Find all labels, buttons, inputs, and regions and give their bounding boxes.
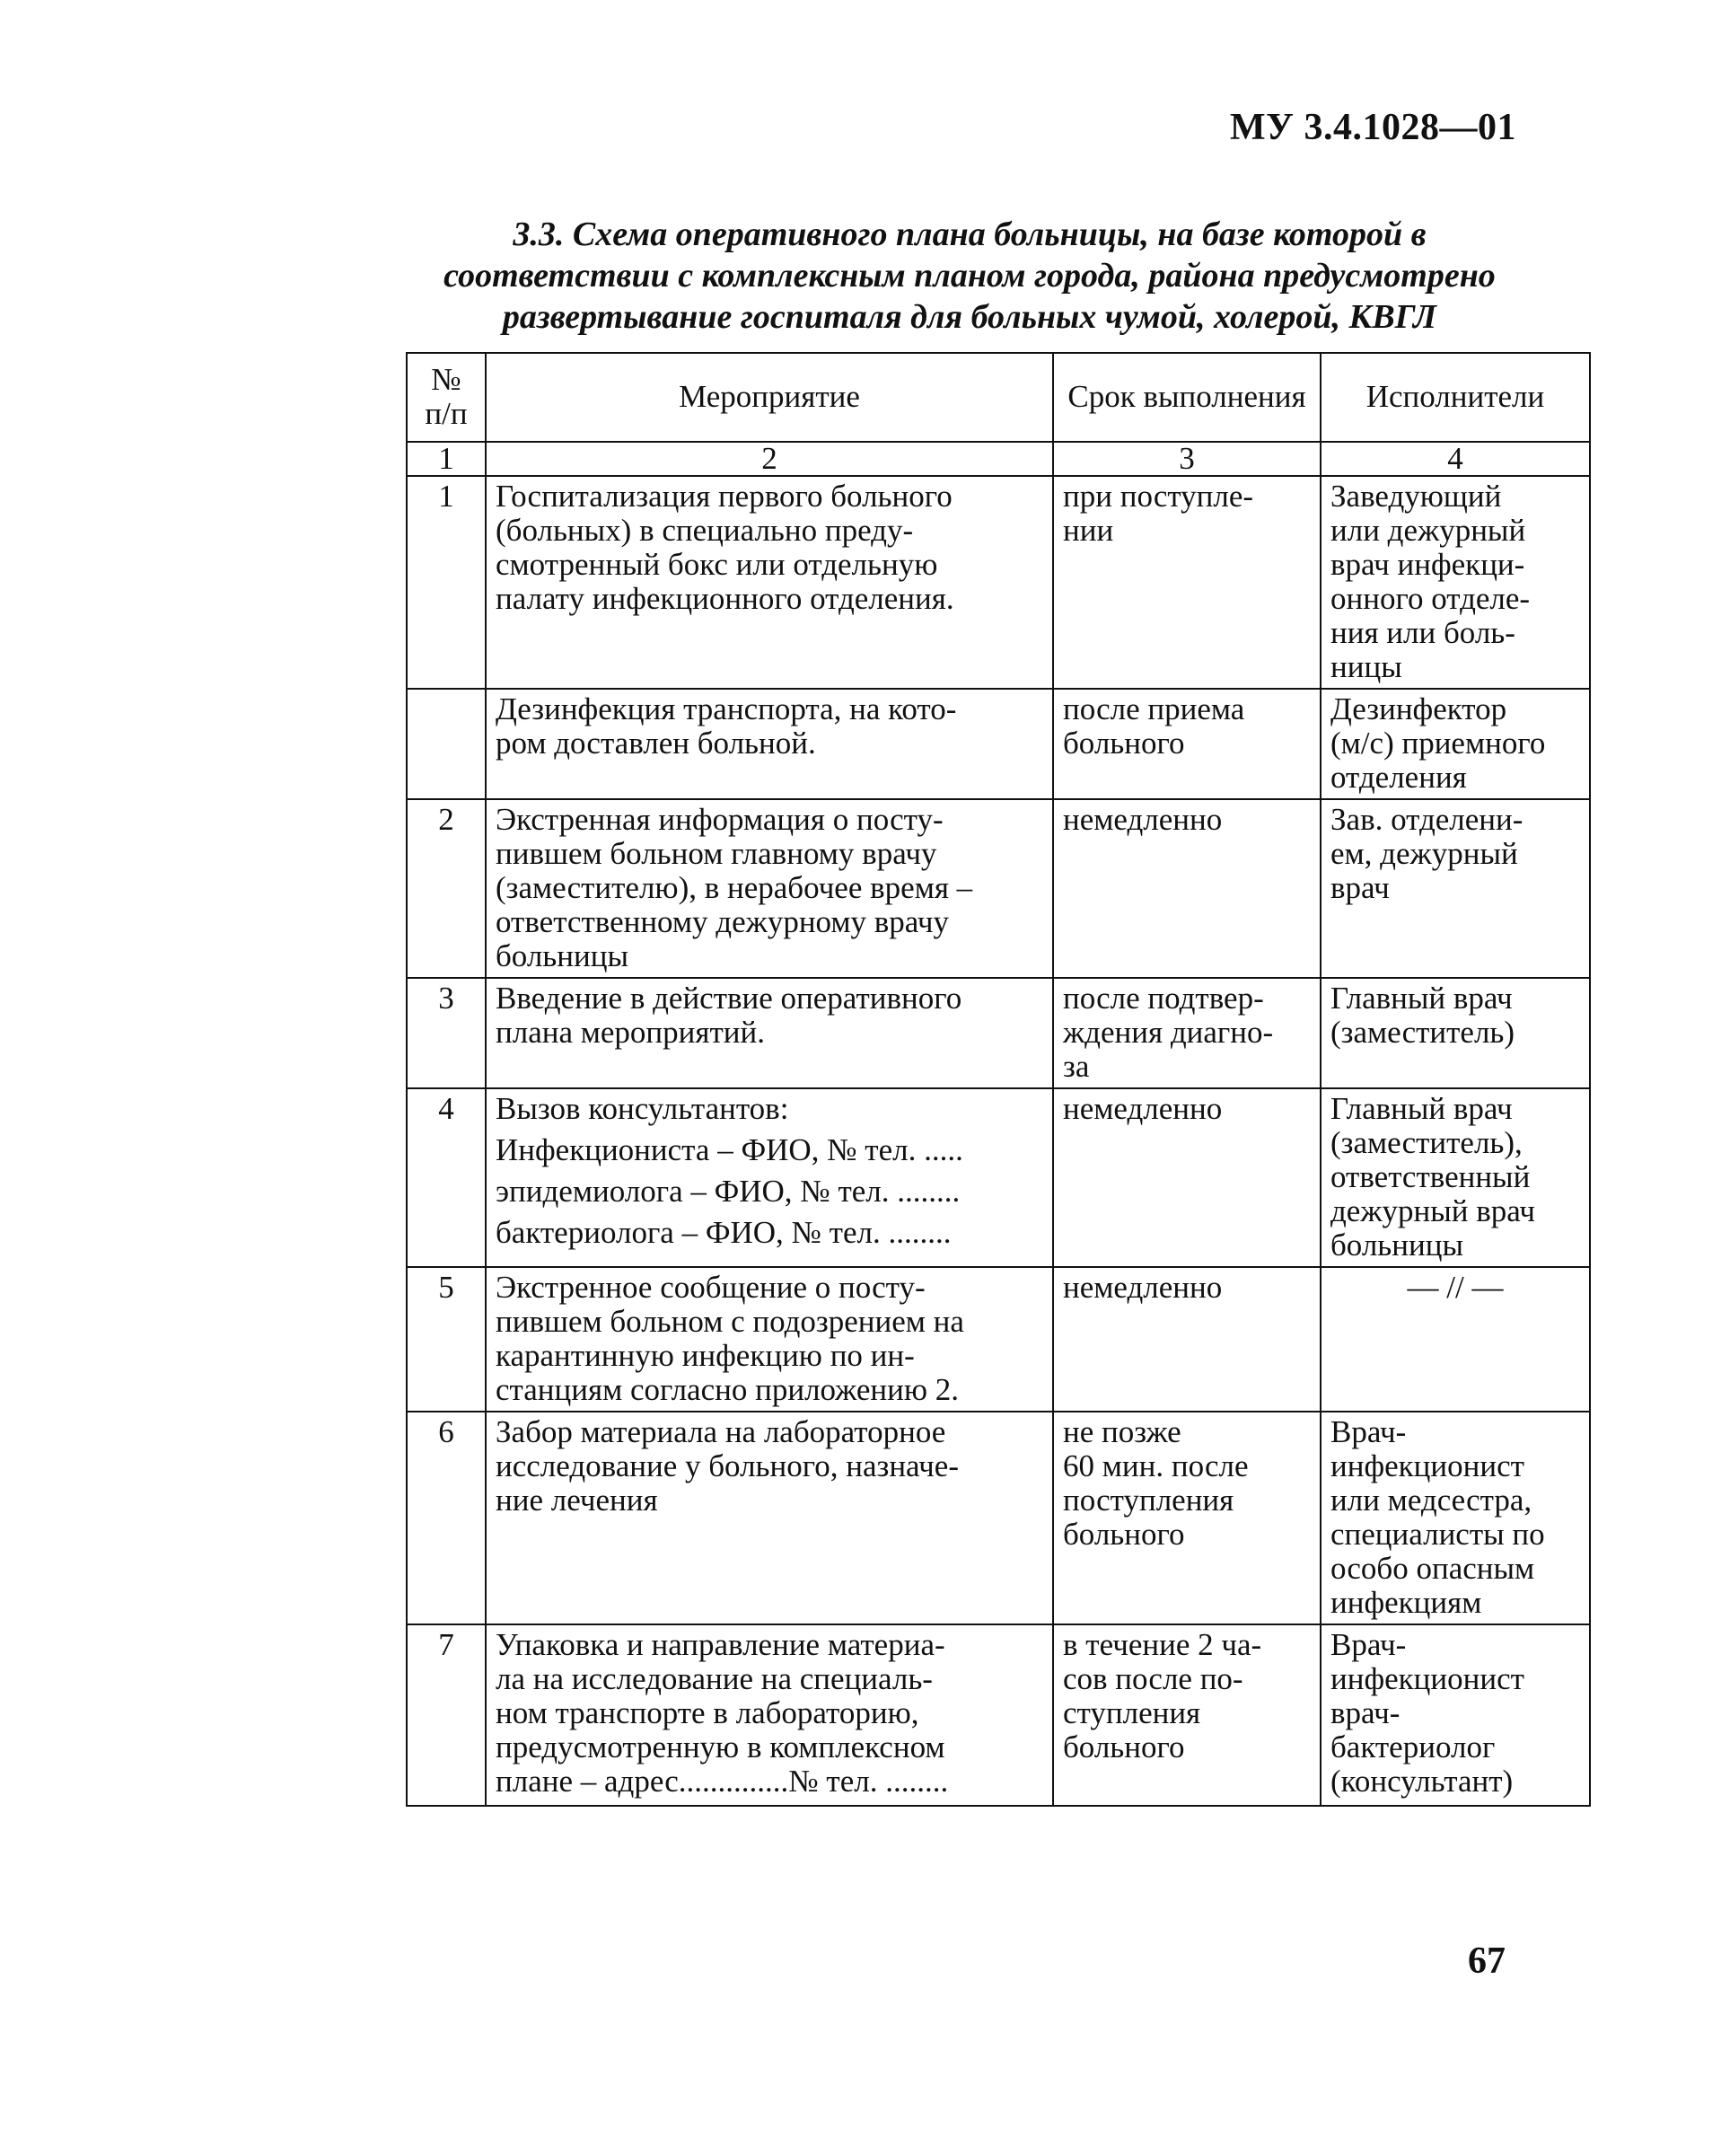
header-row xyxy=(407,353,1590,442)
table-row xyxy=(407,799,1590,978)
executors-line: Дезинфектор xyxy=(1330,691,1507,726)
table-row xyxy=(407,978,1590,1088)
section-title xyxy=(377,214,1562,338)
activity-line: больницы xyxy=(496,938,628,973)
row-number: 3 xyxy=(407,978,486,1088)
activity-line: Забор материала на лабораторное xyxy=(496,1414,946,1449)
row-number: 4 xyxy=(407,1088,486,1267)
executors-line: врач инфекци- xyxy=(1330,547,1525,582)
activity-line: палату инфекционного отделения. xyxy=(496,581,954,616)
deadline-cell xyxy=(1053,978,1321,1088)
row-number xyxy=(407,689,486,799)
table-row xyxy=(407,1624,1590,1806)
column-number: 3 xyxy=(1053,442,1321,476)
activity-cell xyxy=(486,978,1053,1088)
header-number: № п/п xyxy=(407,353,486,442)
operational-plan-table xyxy=(406,352,1591,1807)
deadline-cell xyxy=(1053,689,1321,799)
activity-line: ном транспорте в лабораторию, xyxy=(496,1695,919,1730)
title-line: соответствии с комплексным планом города, района предусмотрено xyxy=(443,257,1496,295)
executors-line: Главный врач xyxy=(1330,981,1513,1016)
table-row xyxy=(407,476,1590,689)
activity-line: Дезинфекция транспорта, на кото- xyxy=(496,691,957,726)
deadline-line: 60 мин. после xyxy=(1063,1448,1249,1483)
executors-line: Зав. отделени- xyxy=(1330,802,1523,837)
executors-line: особо опасным xyxy=(1330,1551,1535,1586)
activity-cell xyxy=(486,689,1053,799)
activity-line: плана мероприятий. xyxy=(496,1015,765,1050)
deadline-line: в течение 2 ча- xyxy=(1063,1627,1262,1662)
executors-line: специалисты по xyxy=(1330,1517,1545,1552)
page-number: 67 xyxy=(1468,1940,1506,1982)
executors-line: — // — xyxy=(1407,1270,1504,1305)
activity-cell xyxy=(486,799,1053,978)
deadline-line: после подтвер- xyxy=(1063,981,1264,1016)
deadline-cell xyxy=(1053,799,1321,978)
executors-line: ницы xyxy=(1330,649,1402,684)
executors-line: ответственный xyxy=(1330,1159,1531,1194)
deadline-line: немедленно xyxy=(1063,1270,1223,1305)
activity-cell xyxy=(486,476,1053,689)
deadline-line: поступления xyxy=(1063,1483,1234,1518)
activity-line: Экстренная информация о посту- xyxy=(496,802,944,837)
executors-cell xyxy=(1321,1267,1590,1412)
deadline-line: не позже xyxy=(1063,1414,1181,1449)
deadline-line: после приема xyxy=(1063,691,1245,726)
deadline-line: нии xyxy=(1063,513,1114,548)
header-executors: Исполнители xyxy=(1321,353,1590,442)
executors-line: Врач- xyxy=(1330,1414,1407,1449)
title-line: развертывание госпиталя для больных чумой, холерой, КВГЛ xyxy=(502,298,1437,336)
executors-line: (консультант) xyxy=(1330,1764,1514,1799)
executors-line: (м/с) приемного xyxy=(1330,726,1546,761)
table-row xyxy=(407,689,1590,799)
deadline-line: больного xyxy=(1063,1729,1185,1764)
deadline-cell xyxy=(1053,1412,1321,1624)
title-line: 3.3. Схема оперативного плана больницы, на базе которой в xyxy=(513,216,1427,253)
header-deadline: Срок выполнения xyxy=(1053,353,1321,442)
activity-line: эпидемиолога – ФИО, № тел. ........ xyxy=(496,1174,961,1209)
deadline-line: больного xyxy=(1063,1517,1185,1552)
executors-line: или дежурный xyxy=(1330,513,1526,548)
activity-line: бактериолога – ФИО, № тел. ........ xyxy=(496,1215,952,1250)
executors-line: Врач- xyxy=(1330,1627,1407,1662)
activity-line: (больных) в специально преду- xyxy=(496,513,914,548)
deadline-line: немедленно xyxy=(1063,802,1223,837)
activity-line: исследование у больного, назначе- xyxy=(496,1448,959,1483)
deadline-line: больного xyxy=(1063,726,1185,761)
deadline-cell xyxy=(1053,1267,1321,1412)
executors-line: Главный врач xyxy=(1330,1091,1513,1126)
executors-cell xyxy=(1321,978,1590,1088)
executors-line: бактериолог xyxy=(1330,1729,1496,1764)
activity-line: предусмотренную в комплексном xyxy=(496,1729,945,1764)
executors-line: Заведующий xyxy=(1330,479,1502,514)
activity-cell xyxy=(486,1412,1053,1624)
activity-line: Упаковка и направление материа- xyxy=(496,1627,945,1662)
activity-line: Инфекциониста – ФИО, № тел. ..... xyxy=(496,1132,963,1167)
header-activity: Мероприятие xyxy=(486,353,1053,442)
activity-line: ответственному дежурному врачу xyxy=(496,904,950,939)
executors-line: онного отделе- xyxy=(1330,581,1531,616)
executors-line: врач- xyxy=(1330,1695,1401,1730)
activity-line: Экстренное сообщение о посту- xyxy=(496,1270,926,1305)
activity-cell xyxy=(486,1088,1053,1267)
deadline-line: ступления xyxy=(1063,1695,1201,1730)
activity-line: Введение в действие оперативного xyxy=(496,981,962,1016)
activity-line: ром доставлен больной. xyxy=(496,726,816,761)
row-number: 7 xyxy=(407,1624,486,1806)
executors-line: врач xyxy=(1330,870,1390,905)
column-number: 1 xyxy=(407,442,486,476)
table-row xyxy=(407,1267,1590,1412)
executors-line: инфекционист xyxy=(1330,1661,1524,1696)
activity-line: смотренный бокс или отдельную xyxy=(496,547,938,582)
executors-cell xyxy=(1321,1624,1590,1806)
executors-line: ния или боль- xyxy=(1330,615,1515,650)
executors-cell xyxy=(1321,476,1590,689)
executors-line: (заместитель), xyxy=(1330,1125,1523,1160)
executors-line: инфекционист xyxy=(1330,1448,1524,1483)
executors-cell xyxy=(1321,689,1590,799)
table-row xyxy=(407,1088,1590,1267)
document-code: МУ 3.4.1028—01 xyxy=(1230,107,1516,148)
activity-cell xyxy=(486,1267,1053,1412)
deadline-line: ждения диагно- xyxy=(1063,1015,1274,1050)
activity-line: ла на исследование на специаль- xyxy=(496,1661,933,1696)
activity-line: карантинную инфекцию по ин- xyxy=(496,1338,915,1373)
activity-line: ние лечения xyxy=(496,1483,658,1518)
deadline-cell xyxy=(1053,1624,1321,1806)
executors-line: отделения xyxy=(1330,760,1467,795)
row-number: 6 xyxy=(407,1412,486,1624)
deadline-line: за xyxy=(1063,1049,1090,1084)
deadline-cell xyxy=(1053,1088,1321,1267)
deadline-line: при поступле- xyxy=(1063,479,1254,514)
column-number: 2 xyxy=(486,442,1053,476)
column-number-row xyxy=(407,442,1590,476)
executors-cell xyxy=(1321,799,1590,978)
executors-line: ем, дежурный xyxy=(1330,836,1518,871)
activity-line: Госпитализация первого больного xyxy=(496,479,953,514)
row-number: 5 xyxy=(407,1267,486,1412)
activity-line: пившем больном с подозрением на xyxy=(496,1304,964,1339)
table-row xyxy=(407,1412,1590,1624)
executors-line: инфекциям xyxy=(1330,1585,1482,1620)
activity-cell xyxy=(486,1624,1053,1806)
activity-line: станциям согласно приложению 2. xyxy=(496,1372,960,1407)
deadline-line: немедленно xyxy=(1063,1091,1223,1126)
executors-line: больницы xyxy=(1330,1228,1463,1263)
executors-line: или медсестра, xyxy=(1330,1483,1532,1518)
activity-line: (заместителю), в нерабочее время – xyxy=(496,870,973,905)
row-number: 1 xyxy=(407,476,486,689)
row-number: 2 xyxy=(407,799,486,978)
deadline-cell xyxy=(1053,476,1321,689)
column-number: 4 xyxy=(1321,442,1590,476)
table-body xyxy=(407,476,1590,1806)
activity-line: Вызов консультантов: xyxy=(496,1091,789,1126)
activity-line: плане – адрес..............№ тел. ........ xyxy=(496,1764,949,1799)
executors-line: (заместитель) xyxy=(1330,1015,1515,1050)
deadline-line: сов после по- xyxy=(1063,1661,1243,1696)
executors-line: дежурный врач xyxy=(1330,1193,1536,1228)
executors-cell xyxy=(1321,1412,1590,1624)
executors-cell xyxy=(1321,1088,1590,1267)
activity-line: пившем больном главному врачу xyxy=(496,836,937,871)
